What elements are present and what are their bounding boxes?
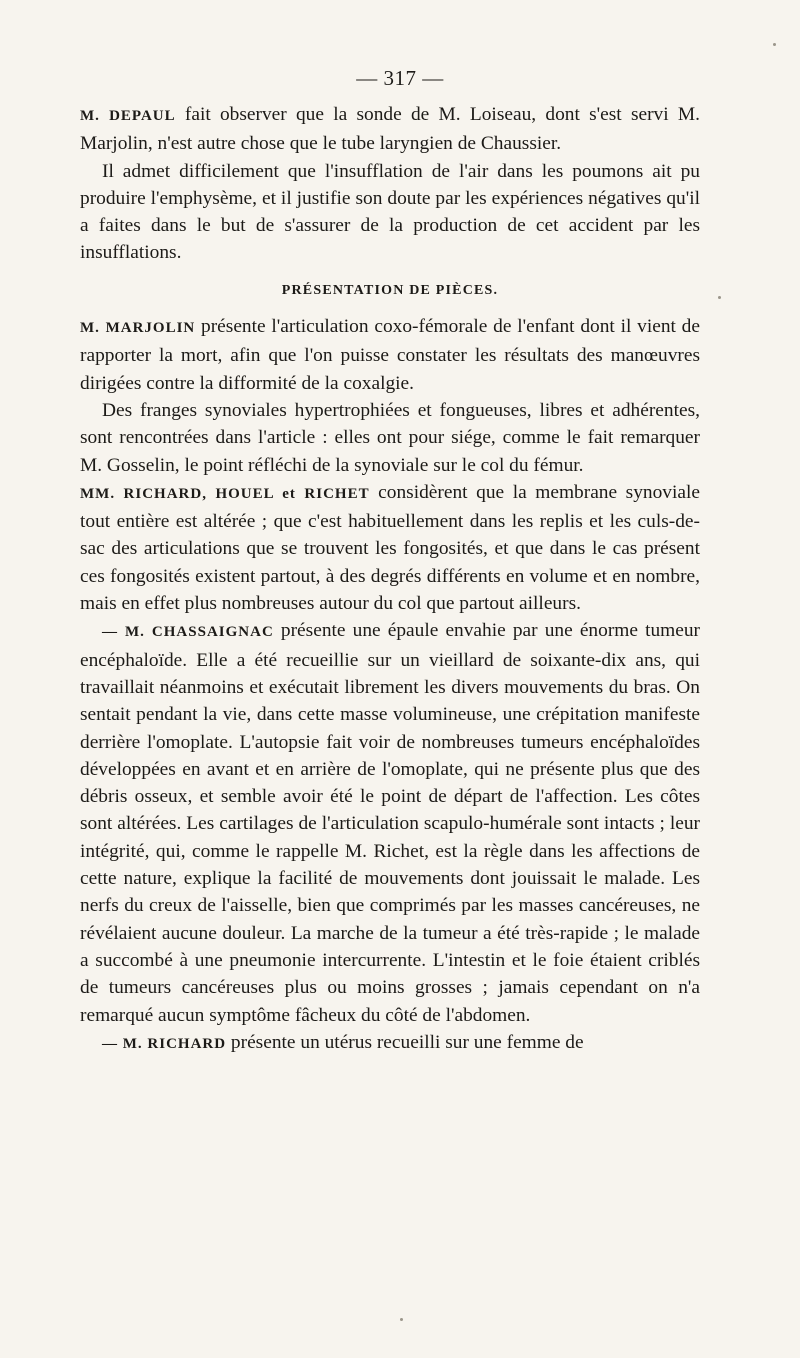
paper-speck xyxy=(773,43,776,46)
speaker-name: MM. RICHARD, HOUEL et RICHET xyxy=(80,485,370,502)
paragraph-text: présente un utérus recueilli sur une femme de xyxy=(226,1031,584,1053)
paragraph-franges xyxy=(80,397,700,479)
speaker-name: M. MARJOLIN xyxy=(80,320,196,337)
page-number: — 317 — xyxy=(356,66,444,90)
section-heading: PRÉSENTATION DE PIÈCES. xyxy=(281,282,499,298)
paragraph-depaul xyxy=(80,101,700,158)
paragraph-text: présente une épaule envahie par une énorme tumeur encéphaloïde. Elle a été recueillie sur un vieillard de soixante-dix ans, qui travaillait néanmoins et exécutait librement les divers mouvements du bras. On sentait pendant la vie, dans cette masse volumineuse, une crépitation manifeste derrière l'omoplate. L'autopsie fait voir de nombreuses tumeurs encéphaloïdes développées en avant et en arrière de l'omoplate, qui ne présente plus que des débris osseux, et semble avoir été le point de départ de l'affection. Les côtes sont altérées. Les cartilages de l'articulation scapulo-humérale sont intacts ; leur intégrité, qui, comme le rappelle M. Richet, est la règle dans les affections de cette nature, explique la facilité de mouvements dont jouissait le malade. Les nerfs du creux de l'aisselle, bien que comprimés par les masses cancéreuses, ne révélaient aucune douleur. La marche de la tumeur a été très-rapide ; le malade a succombé à une pneumonie intercurrente. L'intestin et le foie étaient criblés de tumeurs cancéreuses plus ou moins grosses ; jamais cependant on n'a remarqué aucun symptôme fâcheux du côté de l'abdomen. xyxy=(80,620,701,1026)
speaker-name: — M. RICHARD xyxy=(102,1035,227,1052)
paragraph-chassaignac xyxy=(80,617,700,1028)
speaker-name: M. DEPAUL xyxy=(80,108,176,124)
paragraph-richard-houel-richet xyxy=(80,479,700,617)
paragraph-text: fait observer que la sonde de M. Loiseau, dont s'est servi M. Marjolin, n'est autre chose que le tube laryngien de Chaussier. xyxy=(80,104,700,155)
paragraph-text: Des franges synoviales hypertrophiées et fongueuses, libres et adhérentes, sont rencontrées dans l'article : elles ont pour siége, comme le fait remarquer M. Gosselin, le point réfléchi de la synoviale sur le col du fémur. xyxy=(80,399,700,476)
paragraph-richard xyxy=(80,1029,700,1058)
paper-speck xyxy=(718,296,721,299)
paragraph-text: Il admet difficilement que l'insufflation de l'air dans les poumons ait pu produire l'emphysème, et il justifie son doute par les expériences négatives qu'il a faites dans le but de s'assurer de la production de cet accident par les insufflations. xyxy=(80,160,700,264)
paragraph-insufflation xyxy=(80,158,700,267)
paragraph-marjolin xyxy=(80,313,700,397)
body-text xyxy=(80,101,700,1058)
paragraph-text: présente l'articulation coxo-fémorale de l'enfant dont il vient de rapporter la mort, afin que l'on puisse constater les résultats des manœuvres dirigées contre la difformité de la coxalgie. xyxy=(80,316,700,394)
paper-speck xyxy=(400,1318,403,1321)
paragraph-text: considèrent que la membrane synoviale tout entière est altérée ; que c'est habituellement dans les replis et les culs-de-sac des articulations que se trouvent les fongosités, et que dans le cas présent ces fongosités existent partout, à des degrés différents en volume et en nombre, mais en effet plus nombreuses autour du col que partout ailleurs. xyxy=(80,481,700,615)
speaker-name: — M. CHASSAIGNAC xyxy=(102,624,274,641)
